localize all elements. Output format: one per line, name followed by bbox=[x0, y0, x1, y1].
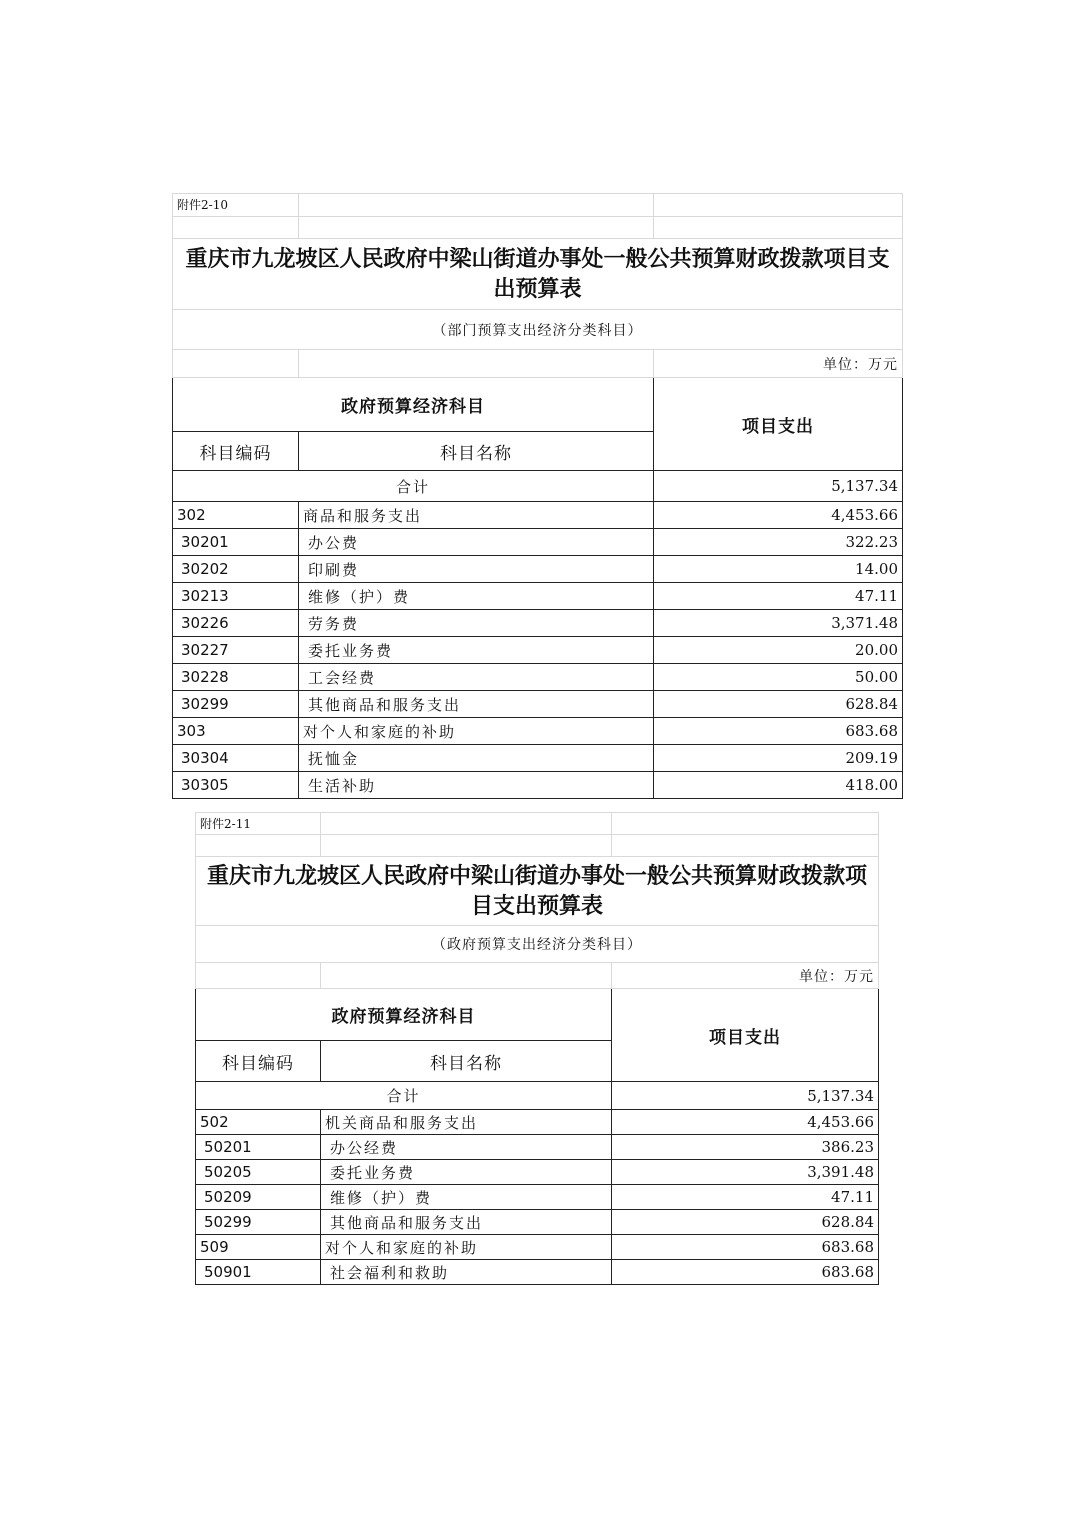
table-row bbox=[173, 637, 903, 664]
row-name: 办公经费 bbox=[321, 1135, 612, 1160]
header-project-expenditure: 项目支出 bbox=[654, 378, 903, 471]
row-code: 50201 bbox=[196, 1135, 321, 1160]
unit-label: 单位：万元 bbox=[612, 963, 879, 989]
row-amount: 47.11 bbox=[612, 1185, 879, 1210]
row-code: 509 bbox=[196, 1235, 321, 1260]
annex-label: 附件2-10 bbox=[173, 194, 299, 217]
budget-table-2-10 bbox=[172, 193, 903, 799]
table-subtitle: （部门预算支出经济分类科目） bbox=[173, 310, 903, 350]
row-amount: 386.23 bbox=[612, 1135, 879, 1160]
total-label: 合计 bbox=[196, 1082, 612, 1110]
row-code: 30201 bbox=[173, 529, 299, 556]
row-code: 50901 bbox=[196, 1260, 321, 1285]
total-amount: 5,137.34 bbox=[612, 1082, 879, 1110]
table-row bbox=[196, 1110, 879, 1135]
header-name: 科目名称 bbox=[321, 1041, 612, 1082]
table-row bbox=[173, 772, 903, 799]
table-row bbox=[173, 502, 903, 529]
header-economic-category: 政府预算经济科目 bbox=[173, 378, 654, 432]
table-row bbox=[196, 1135, 879, 1160]
row-amount: 683.68 bbox=[612, 1260, 879, 1285]
row-name: 抚恤金 bbox=[299, 745, 654, 772]
row-name: 维修（护）费 bbox=[299, 583, 654, 610]
row-name: 商品和服务支出 bbox=[299, 502, 654, 529]
row-amount: 418.00 bbox=[654, 772, 903, 799]
row-amount: 14.00 bbox=[654, 556, 903, 583]
table-row bbox=[173, 610, 903, 637]
row-code: 50209 bbox=[196, 1185, 321, 1210]
table-row bbox=[173, 718, 903, 745]
row-name: 印刷费 bbox=[299, 556, 654, 583]
table-row bbox=[196, 1185, 879, 1210]
table-title: 重庆市九龙坡区人民政府中梁山街道办事处一般公共预算财政拨款项目支出预算表 bbox=[196, 857, 879, 926]
total-label: 合计 bbox=[173, 471, 654, 502]
row-name: 机关商品和服务支出 bbox=[321, 1110, 612, 1135]
total-amount: 5,137.34 bbox=[654, 471, 903, 502]
row-name: 社会福利和救助 bbox=[321, 1260, 612, 1285]
header-name: 科目名称 bbox=[299, 432, 654, 471]
table-row bbox=[173, 745, 903, 772]
row-name: 委托业务费 bbox=[299, 637, 654, 664]
table-title: 重庆市九龙坡区人民政府中梁山街道办事处一般公共预算财政拨款项目支出预算表 bbox=[173, 239, 903, 310]
table-row bbox=[173, 556, 903, 583]
annex-label: 附件2-11 bbox=[196, 813, 321, 835]
row-code: 303 bbox=[173, 718, 299, 745]
table-row bbox=[173, 691, 903, 718]
row-code: 30305 bbox=[173, 772, 299, 799]
row-name: 劳务费 bbox=[299, 610, 654, 637]
row-code: 30213 bbox=[173, 583, 299, 610]
row-amount: 3,391.48 bbox=[612, 1160, 879, 1185]
row-amount: 20.00 bbox=[654, 637, 903, 664]
row-amount: 47.11 bbox=[654, 583, 903, 610]
row-name: 办公费 bbox=[299, 529, 654, 556]
row-amount: 628.84 bbox=[612, 1210, 879, 1235]
row-amount: 50.00 bbox=[654, 664, 903, 691]
row-code: 30304 bbox=[173, 745, 299, 772]
row-name: 对个人和家庭的补助 bbox=[299, 718, 654, 745]
table-row bbox=[173, 664, 903, 691]
table-row bbox=[173, 583, 903, 610]
unit-label: 单位：万元 bbox=[654, 350, 903, 378]
header-economic-category: 政府预算经济科目 bbox=[196, 989, 612, 1041]
row-name: 其他商品和服务支出 bbox=[299, 691, 654, 718]
header-code: 科目编码 bbox=[173, 432, 299, 471]
row-code: 30226 bbox=[173, 610, 299, 637]
row-code: 302 bbox=[173, 502, 299, 529]
row-code: 502 bbox=[196, 1110, 321, 1135]
row-name: 对个人和家庭的补助 bbox=[321, 1235, 612, 1260]
table-subtitle: （政府预算支出经济分类科目） bbox=[196, 926, 879, 963]
row-amount: 3,371.48 bbox=[654, 610, 903, 637]
table-row bbox=[196, 1210, 879, 1235]
row-name: 生活补助 bbox=[299, 772, 654, 799]
row-amount: 322.23 bbox=[654, 529, 903, 556]
row-code: 50205 bbox=[196, 1160, 321, 1185]
row-name: 工会经费 bbox=[299, 664, 654, 691]
table-row bbox=[196, 1260, 879, 1285]
header-project-expenditure: 项目支出 bbox=[612, 989, 879, 1082]
row-name: 其他商品和服务支出 bbox=[321, 1210, 612, 1235]
row-name: 维修（护）费 bbox=[321, 1185, 612, 1210]
row-amount: 4,453.66 bbox=[654, 502, 903, 529]
row-code: 30227 bbox=[173, 637, 299, 664]
table-row bbox=[196, 1160, 879, 1185]
row-amount: 628.84 bbox=[654, 691, 903, 718]
row-code: 50299 bbox=[196, 1210, 321, 1235]
row-amount: 683.68 bbox=[612, 1235, 879, 1260]
row-code: 30202 bbox=[173, 556, 299, 583]
row-amount: 4,453.66 bbox=[612, 1110, 879, 1135]
budget-table-2-11 bbox=[195, 812, 879, 1285]
row-amount: 683.68 bbox=[654, 718, 903, 745]
header-code: 科目编码 bbox=[196, 1041, 321, 1082]
table-row bbox=[196, 1235, 879, 1260]
table-row bbox=[173, 529, 903, 556]
row-code: 30228 bbox=[173, 664, 299, 691]
row-name: 委托业务费 bbox=[321, 1160, 612, 1185]
row-amount: 209.19 bbox=[654, 745, 903, 772]
row-code: 30299 bbox=[173, 691, 299, 718]
